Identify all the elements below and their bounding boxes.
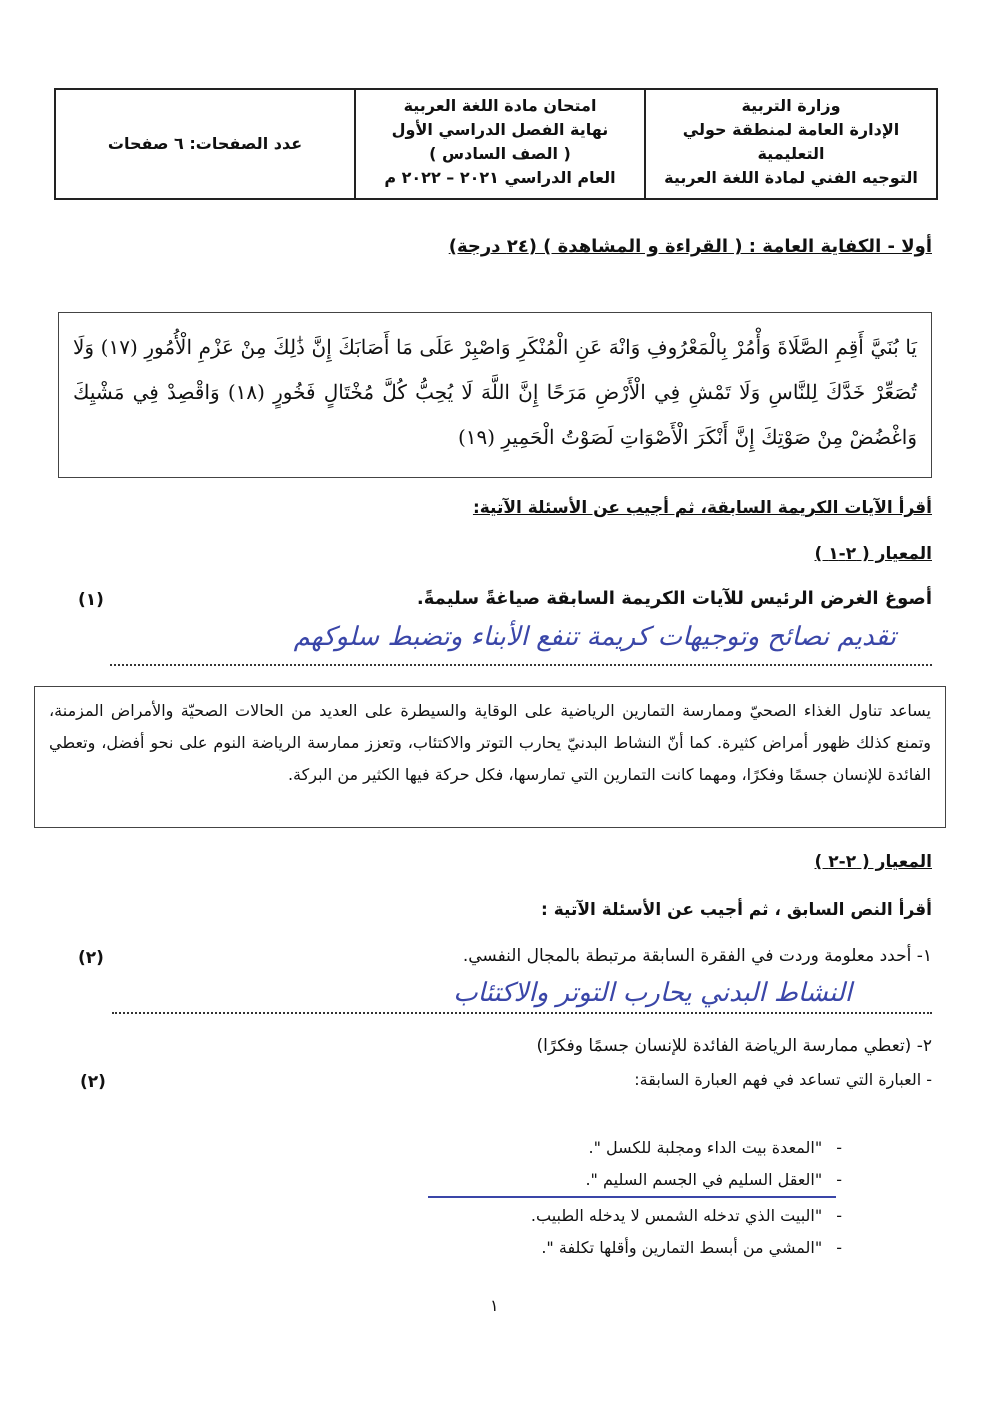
department-name: التوجيه الفني لمادة اللغة العربية	[664, 168, 918, 187]
quran-verses: يَا بُنَيَّ أَقِمِ الصَّلَاةَ وَأْمُرْ بِالْمَعْرُوفِ وَانْهَ عَنِ الْمُنْكَرِ وَاصْبِرْ عَلَى مَا أَصَابَكَ إِنَّ ذَٰلِكَ مِنْ عَزْمِ الْأُمُورِ (١٧) وَلَا تُصَعِّرْ خَدَّكَ لِلنَّاسِ وَلَا تَمْشِ فِي الْأَرْضِ مَرَحًا إِنَّ اللَّهَ لَا يُحِبُّ كُلَّ مُخْتَالٍ فَخُورٍ (١٨) وَاقْصِدْ فِي مَشْيِكَ وَاغْضُضْ مِنْ صَوْتِكَ إِنَّ أَنْكَرَ الْأَصْوَاتِ لَصَوْتُ الْحَمِيرِ (١٩)	[73, 335, 917, 449]
option-text: "المعدة بيت الداء ومجلبة للكسل ".	[588, 1138, 823, 1157]
option-text: "المشي من أبسط التمارين وأقلها تكلفة ".	[541, 1238, 823, 1257]
question-2-2-score: (٢)	[80, 1072, 106, 1092]
instruction-verses: أقرأ الآيات الكريمة السابقة، ثم أجيب عن الأسئلة الآتية:	[472, 498, 932, 518]
option-text: "العقل السليم في الجسم السليم ".	[585, 1170, 823, 1189]
directorate-name: الإدارة العامة لمنطقة حولي التعليمية	[682, 120, 900, 163]
page-number: ١	[490, 1296, 499, 1315]
exam-grade: ( الصف السادس )	[429, 144, 571, 163]
question-1-score: (١)	[78, 590, 104, 610]
criterion-2-2: المعيار ( ٢-٢ )	[814, 852, 932, 872]
quran-verses-box	[58, 312, 932, 478]
exam-year: العام الدراسي ٢٠٢١ – ٢٠٢٢ م	[384, 168, 616, 187]
exam-cell	[356, 90, 646, 198]
option-bullet: -	[836, 1206, 842, 1225]
instruction-passage: أقرأ النص السابق ، ثم أجيب عن الأسئلة الآتية :	[541, 900, 932, 920]
exam-subject: امتحان مادة اللغة العربية	[403, 96, 597, 115]
passage-text: يساعد تناول الغذاء الصحيّ وممارسة التمارين الرياضية على الوقاية والسيطرة على العديد من الحالات الصحيّة والأمراض المزمنة، وتمنع كذلك ظهور أمراض كثيرة. كما أنّ النشاط البدنيّ يحارب التوتر والاكتئاب، وتعزز ممارسة الرياضة النوم على نحو أفضل، وتعطي الفائدة للإنسان جسمًا وفكرًا، ومهما كانت التمارين التي تمارسها، فكل حركة فيها الكثير من البركة.	[49, 701, 931, 784]
option-text: "البيت الذي تدخله الشمس لا يدخله الطبيب.	[530, 1206, 823, 1225]
option-bullet: -	[836, 1238, 842, 1257]
question-2-1-score: (٢)	[78, 948, 104, 968]
pages-cell	[56, 90, 356, 198]
ministry-cell	[646, 90, 936, 198]
option-4[interactable]	[541, 1238, 842, 1257]
question-2-2: ٢- (تعطي ممارسة الرياضة الفائدة للإنسان جسمًا وفكرًا)	[536, 1036, 932, 1056]
ministry-name: وزارة التربية	[741, 96, 841, 115]
option-1[interactable]	[589, 1138, 843, 1157]
handwritten-underline	[428, 1196, 836, 1198]
passage-box	[34, 686, 946, 828]
option-3[interactable]	[531, 1206, 842, 1225]
handwritten-answer-2-1: النشاط البدني يحارب التوتر والاكتئاب	[453, 978, 852, 1008]
question-1: أصوغ الغرض الرئيس للآيات الكريمة السابقة صياغةً سليمةً.	[416, 588, 932, 609]
header-table	[54, 88, 938, 200]
option-bullet: -	[836, 1170, 842, 1189]
exam-term: نهاية الفصل الدراسي الأول	[391, 120, 609, 139]
section-title: أولا - الكفاية العامة : ( القراءة و المشاهدة ) (٢٤ درجة)	[448, 236, 932, 257]
option-2-selected[interactable]	[585, 1170, 842, 1189]
option-bullet: -	[836, 1138, 842, 1157]
handwritten-answer-1: تقديم نصائح وتوجيهات كريمة تنفع الأبناء وتضبط سلوكهم	[293, 622, 896, 652]
page-count: عدد الصفحات: ٦ صفحات	[107, 134, 303, 153]
question-2-1: ١- أحدد معلومة وردت في الفقرة السابقة مرتبطة بالمجال النفسي.	[462, 946, 932, 966]
question-2-2-sub: - العبارة التي تساعد في فهم العبارة السابقة:	[634, 1070, 932, 1089]
criterion-2-1: المعيار ( ٢-١ )	[814, 544, 932, 564]
